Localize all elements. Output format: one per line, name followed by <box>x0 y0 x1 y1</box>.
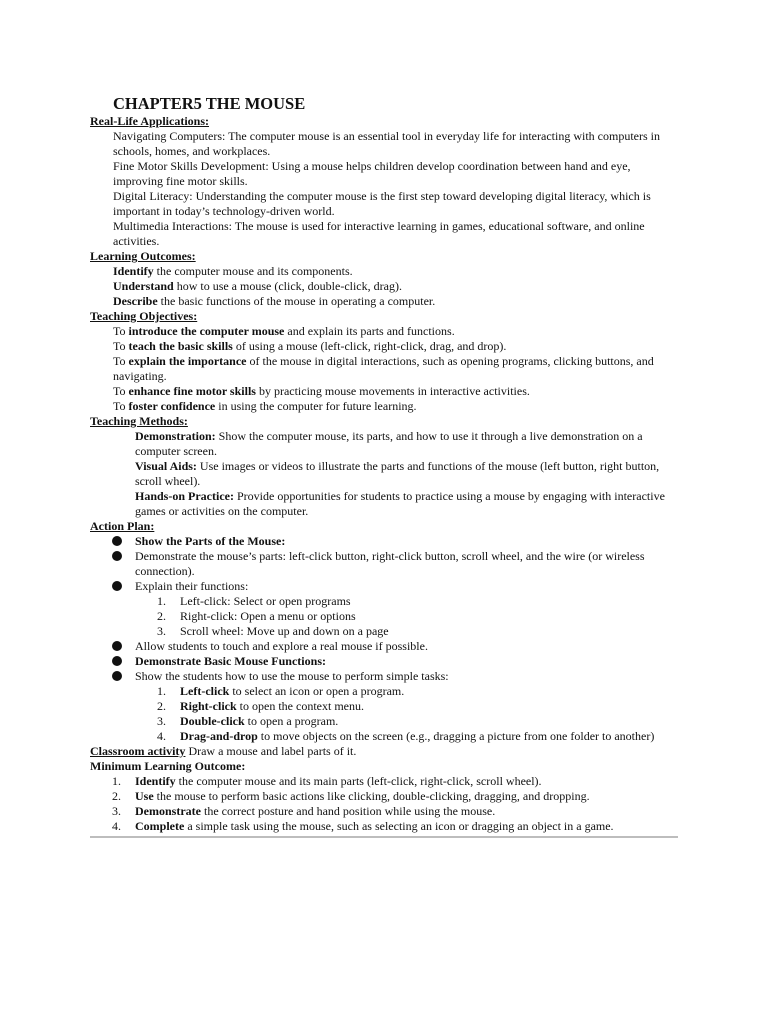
objective-item: To explain the importance of the mouse in digital interactions, such as opening programs, clicking buttons, and navigating. <box>113 354 654 383</box>
outcome-item: Identify the computer mouse and its components. <box>113 264 353 278</box>
minimum-outcome-item: 4. Complete a simple task using the mouse, such as selecting an icon or dragging an object in a game. <box>112 819 614 833</box>
minimum-outcome-item: 2. Use the mouse to perform basic actions like clicking, double-clicking, dragging, and dropping. <box>112 789 590 803</box>
bottom-rule <box>90 836 678 838</box>
objective-item: To enhance fine motor skills by practicing mouse movements in interactive activities. <box>113 384 530 398</box>
method-item: Hands-on Practice: Provide opportunities for students to practice using a mouse by engaging with interactive games or activities on the computer. <box>135 489 665 518</box>
method-item: Visual Aids: Use images or videos to illustrate the parts and functions of the mouse (left button, right button, scroll wheel). <box>135 459 660 488</box>
objective-item: To foster confidence in using the computer for future learning. <box>113 399 417 413</box>
numbered-item: 1. Left-click to select an icon or open a program. <box>157 684 405 698</box>
bullet-item: Demonstrate Basic Mouse Functions: <box>90 654 678 669</box>
classroom-activity: Classroom activity Draw a mouse and label parts of it. <box>90 744 357 758</box>
bullet-item: Show the Parts of the Mouse: <box>90 534 678 549</box>
section-heading-real-life: Real-Life Applications: <box>90 114 209 128</box>
objective-item: To teach the basic skills of using a mouse (left-click, right-click, drag, and drop). <box>113 339 507 353</box>
numbered-item: 2. Right-click to open the context menu. <box>157 699 364 713</box>
real-life-item: Digital Literacy: Understanding the computer mouse is the first step toward developing digital literacy, which is important in today’s technology-driven world. <box>113 189 651 218</box>
numbered-item: 4. Drag-and-drop to move objects on the screen (e.g., dragging a picture from one folder to another) <box>157 729 655 743</box>
bullet-icon <box>112 581 122 591</box>
section-heading-learning-outcomes: Learning Outcomes: <box>90 249 196 263</box>
bullet-item: Demonstrate the mouse’s parts: left-click button, right-click button, scroll wheel, and the wire (or wireless connection). <box>90 549 678 579</box>
chapter-title: CHAPTER5 THE MOUSE <box>113 94 306 113</box>
method-item: Demonstration: Show the computer mouse, its parts, and how to use it through a live demonstration on a computer screen. <box>135 429 643 458</box>
outcome-item: Understand how to use a mouse (click, double-click, drag). <box>113 279 402 293</box>
minimum-outcome-item: 1. Identify the computer mouse and its main parts (left-click, right-click, scroll wheel). <box>112 774 542 788</box>
numbered-item: 3. Scroll wheel: Move up and down on a page <box>157 624 389 638</box>
outcome-item: Describe the basic functions of the mouse in operating a computer. <box>113 294 436 308</box>
real-life-item: Multimedia Interactions: The mouse is used for interactive learning in games, educational software, and online activities. <box>113 219 645 248</box>
section-heading-action-plan: Action Plan: <box>90 519 155 533</box>
document-page <box>90 94 678 838</box>
numbered-item: 3. Double-click to open a program. <box>157 714 339 728</box>
real-life-item: Navigating Computers: The computer mouse is an essential tool in everyday life for interacting with computers in schools, homes, and workplaces. <box>113 129 660 158</box>
numbered-item: 1. Left-click: Select or open programs <box>157 594 351 608</box>
bullet-icon <box>112 536 122 546</box>
bullet-item: Show the students how to use the mouse to perform simple tasks: <box>90 669 678 684</box>
bullet-icon <box>112 656 122 666</box>
minimum-outcome-item: 3. Demonstrate the correct posture and hand position while using the mouse. <box>112 804 496 818</box>
bullet-item: Allow students to touch and explore a real mouse if possible. <box>90 639 678 654</box>
section-heading-teaching-methods: Teaching Methods: <box>90 414 188 428</box>
numbered-item: 2. Right-click: Open a menu or options <box>157 609 356 623</box>
real-life-item: Fine Motor Skills Development: Using a mouse helps children develop coordination between hand and eye, improving fine motor skills. <box>113 159 631 188</box>
section-heading-minimum-outcome: Minimum Learning Outcome: <box>90 759 246 773</box>
bullet-icon <box>112 551 122 561</box>
objective-item: To introduce the computer mouse and explain its parts and functions. <box>113 324 455 338</box>
bullet-icon <box>112 641 122 651</box>
bullet-item: Explain their functions: <box>90 579 678 594</box>
section-heading-teaching-objectives: Teaching Objectives: <box>90 309 198 323</box>
bullet-icon <box>112 671 122 681</box>
